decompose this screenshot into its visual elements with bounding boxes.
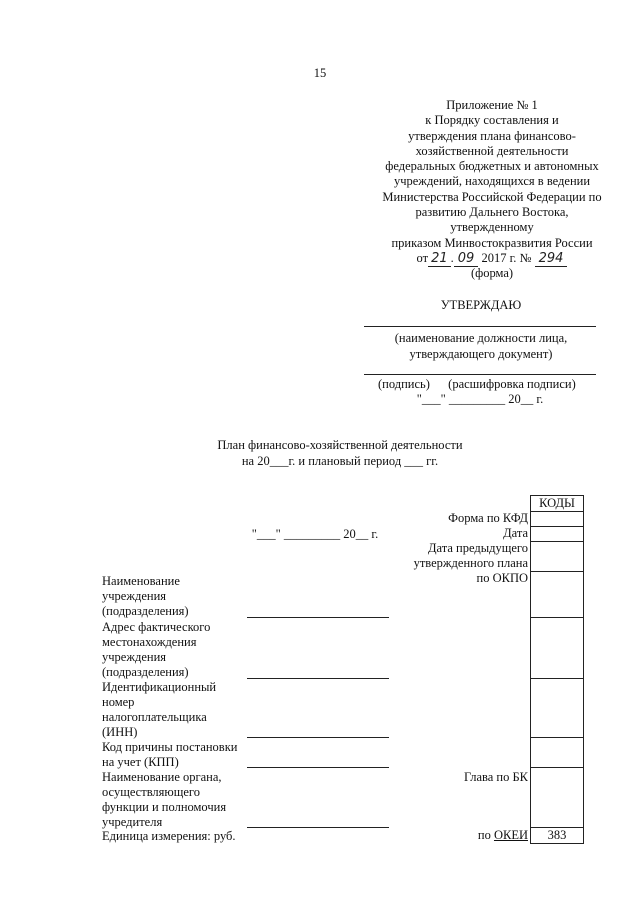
label-line: Наименование органа, <box>102 770 222 784</box>
plan-date: "___" _________ 20__ г. <box>251 527 379 541</box>
inn-label <box>102 680 252 740</box>
position-caption <box>366 330 596 362</box>
glava-label-wrap <box>380 770 528 790</box>
label-line: Идентификационный <box>102 680 217 694</box>
label-line: номер <box>102 695 135 709</box>
okei-link[interactable]: ОКЕИ <box>493 828 528 842</box>
plan-subtitle-line: на 20___г. и плановый период ___ гг. <box>241 454 439 468</box>
code-cell-okei: 383 <box>530 827 584 844</box>
appendix-line: Министерства Российской Федерации по <box>382 189 602 204</box>
inn-field[interactable] <box>247 737 389 738</box>
okpo-label: по ОКПО <box>476 571 528 585</box>
label-line: Код причины постановки <box>102 740 238 754</box>
code-cell-kpp[interactable] <box>530 737 584 768</box>
approve-title: УТВЕРЖДАЮ <box>440 298 522 312</box>
label-line: учредителя <box>102 815 163 829</box>
code-cell-kfd[interactable] <box>530 511 584 527</box>
code-cell-okpo[interactable] <box>530 571 584 618</box>
code-labels <box>380 511 528 711</box>
form-kfd-label: Форма по КФД <box>448 511 528 525</box>
prev-date-label: Дата предыдущего <box>428 541 528 555</box>
plan-title <box>150 437 530 469</box>
position-line <box>364 326 596 327</box>
label-line: налогоплательщика <box>102 710 207 724</box>
signature-line <box>364 374 596 375</box>
position-caption-line: утверждающего документ) <box>409 347 553 361</box>
appendix-line: развитию Дальнего Востока, <box>415 205 569 220</box>
prev-date-label-2: утвержденного плана <box>413 556 528 570</box>
signature-captions <box>378 377 608 392</box>
plan-title-line: План финансово-хозяйственной деятельности <box>217 438 463 452</box>
code-cell-address[interactable] <box>530 617 584 679</box>
okei-prefix: по <box>477 828 494 842</box>
signature-caption: (подпись) <box>378 377 430 391</box>
founder-field[interactable] <box>247 827 389 828</box>
appendix-line: федеральных бюджетных и автономных <box>385 159 599 174</box>
code-cell-prev-date[interactable] <box>530 541 584 572</box>
handwritten-order-number: 294 <box>535 251 568 267</box>
appendix-line: утвержденному <box>450 220 534 235</box>
unit-label: Единица измерения: руб. <box>102 829 236 843</box>
code-cell-date[interactable] <box>530 526 584 542</box>
label-line: учреждения <box>102 650 167 664</box>
position-caption-line: (наименование должности лица, <box>394 331 568 345</box>
label-line: Наименование <box>102 574 180 588</box>
code-cell-inn[interactable] <box>530 678 584 738</box>
appendix-header <box>362 98 622 282</box>
label-line: местонахождения <box>102 635 197 649</box>
address-field[interactable] <box>247 678 389 679</box>
glava-bk-label: Глава по БК <box>463 770 528 784</box>
appendix-line: Приложение № 1 <box>446 98 538 112</box>
address-label <box>102 620 252 680</box>
label-line: на учет (КПП) <box>102 755 179 769</box>
appendix-line: хозяйственной деятельности <box>415 143 569 158</box>
kpp-field[interactable] <box>247 767 389 768</box>
institution-name-label <box>102 574 252 619</box>
form-caption: (форма) <box>470 266 514 281</box>
approve-date: "___" _________ 20__ г. <box>416 392 544 406</box>
order-year: 2017 г. № <box>481 250 532 265</box>
okei-label-wrap <box>380 828 528 848</box>
order-date-line: от 21 . 09 2017 г. № 294 <box>362 251 622 266</box>
label-line: (подразделения) <box>102 604 189 618</box>
code-cell-bk[interactable] <box>530 767 584 828</box>
institution-name-field[interactable] <box>247 617 389 618</box>
appendix-line: утверждения плана финансово- <box>408 128 576 143</box>
appendix-line: к Порядку составления и <box>425 113 559 128</box>
codes-header: КОДЫ <box>530 495 584 512</box>
appendix-line: учреждений, находящихся в ведении <box>393 174 591 189</box>
appendix-line: приказом Минвостокразвития России <box>391 235 593 250</box>
kpp-label <box>102 740 252 770</box>
label-line: функции и полномочия <box>102 800 227 814</box>
handwritten-day: 21 <box>428 251 451 267</box>
date-label: Дата <box>503 526 528 540</box>
order-date-prefix: от <box>416 250 429 265</box>
label-line: (ИНН) <box>102 725 138 739</box>
decoding-caption: (расшифровка подписи) <box>448 377 576 391</box>
label-line: осуществляющего <box>102 785 200 799</box>
founder-label <box>102 770 252 830</box>
okei-label <box>478 828 528 843</box>
handwritten-month: 09 <box>454 251 479 267</box>
label-line: учреждения <box>102 589 167 603</box>
page-number: 15 <box>313 66 327 80</box>
label-line: (подразделения) <box>102 665 189 679</box>
label-line: Адрес фактического <box>102 620 211 634</box>
